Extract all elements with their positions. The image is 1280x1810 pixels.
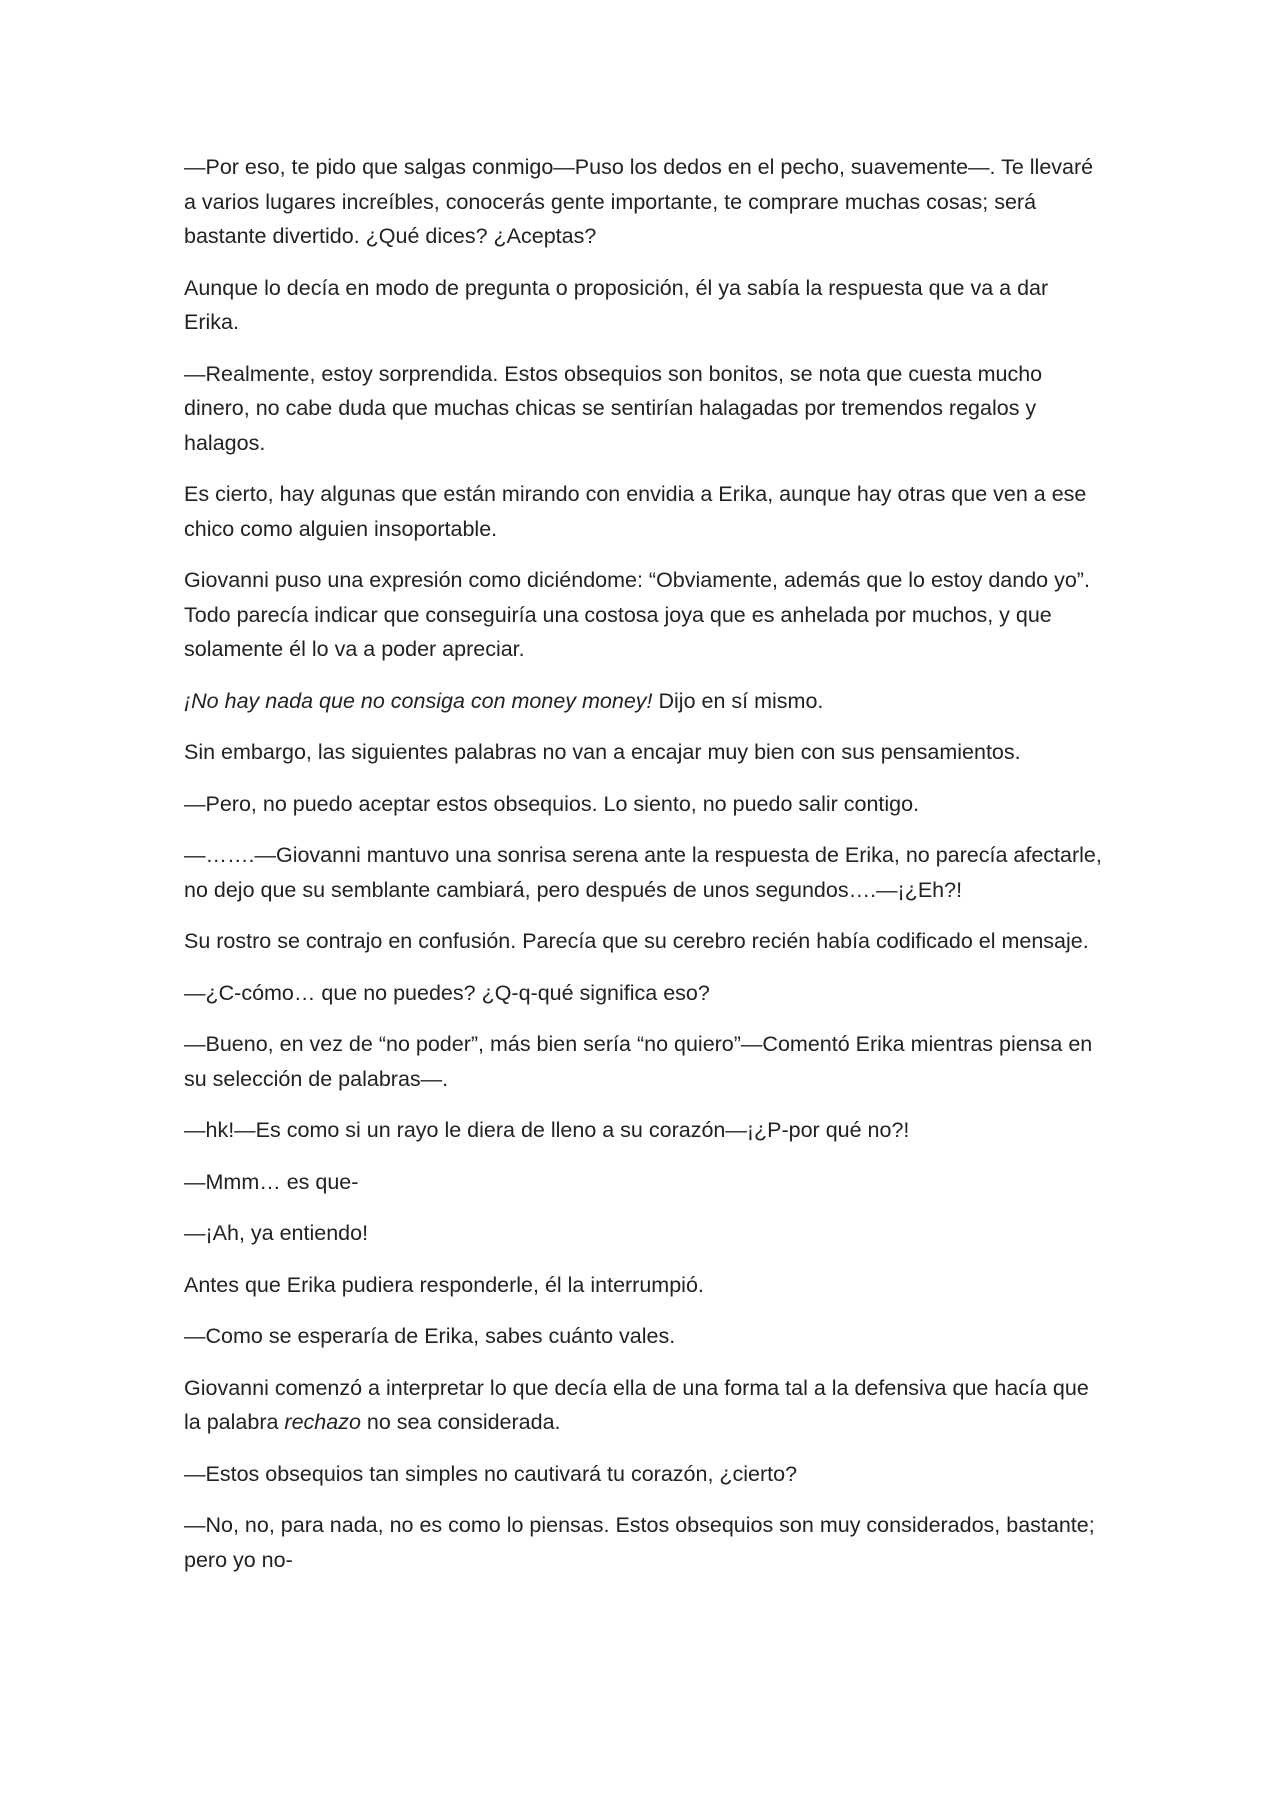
paragraph-17 (184, 1319, 1104, 1354)
paragraph-4 (184, 477, 1104, 546)
paragraph-5 (184, 563, 1104, 667)
paragraph-20-text: —No, no, para nada, no es como lo piensas. Estos obsequios son muy considerados, bastante; pero yo no- (184, 1513, 1095, 1572)
paragraph-12 (184, 1027, 1104, 1096)
paragraph-9 (184, 838, 1104, 907)
paragraph-17-text: —Como se esperaría de Erika, sabes cuánto vales. (184, 1324, 676, 1348)
paragraph-8 (184, 787, 1104, 822)
paragraph-14 (184, 1165, 1104, 1200)
paragraph-5-text: Giovanni puso una expresión como diciéndome: “Obviamente, además que lo estoy dando yo”. Todo parecía indicar que conseguiría una costosa joya que es anhelada por muchos, y que solamente él lo va a poder apreciar. (184, 568, 1090, 661)
paragraph-8-text: —Pero, no puedo aceptar estos obsequios. Lo siento, no puedo salir contigo. (184, 791, 920, 816)
paragraph-16 (184, 1268, 1104, 1303)
paragraph-14-text: —Mmm… es que- (184, 1169, 359, 1194)
paragraph-10 (184, 924, 1104, 959)
paragraph-16-text: Antes que Erika pudiera responderle, él la interrumpió. (184, 1272, 704, 1297)
paragraph-18-italic-word: rechazo (284, 1410, 361, 1434)
paragraph-1-text: —Por eso, te pido que salgas conmigo—Puso los dedos en el pecho, suavemente—. Te llevaré a varios lugares increíbles, conocerás gente importante, te comprare muchas cosas; será bastante divertido. ¿Qué dices? ¿Aceptas? (184, 155, 1094, 248)
paragraph-18 (184, 1371, 1104, 1440)
paragraph-6-text: Dijo en sí mismo. (652, 688, 824, 713)
paragraph-6-italic-thought: ¡No hay nada que no consiga con money money! (184, 688, 653, 713)
paragraph-12-text: —Bueno, en vez de “no poder”, más bien sería “no quiero”—Comentó Erika mientras piensa en su selección de palabras—. (184, 1032, 1093, 1091)
paragraph-4-text: Es cierto, hay algunas que están mirando con envidia a Erika, aunque hay otras que ven a ese chico como alguien insoportable. (184, 482, 1087, 541)
paragraph-19 (184, 1457, 1104, 1492)
paragraph-2-text: Aunque lo decía en modo de pregunta o proposición, él ya sabía la respuesta que va a dar Erika. (184, 275, 1049, 334)
paragraph-15-text: —¡Ah, ya entiendo! (184, 1221, 369, 1245)
paragraph-18-text-b: no sea considerada. (360, 1410, 561, 1434)
paragraph-20 (184, 1508, 1104, 1577)
paragraph-1 (184, 150, 1104, 254)
paragraph-11 (184, 976, 1104, 1011)
paragraph-2 (184, 271, 1104, 340)
paragraph-13-text: —hk!—Es como si un rayo le diera de lleno a su corazón—¡¿P-por qué no?! (184, 1118, 910, 1142)
paragraph-3-text: —Realmente, estoy sorprendida. Estos obsequios son bonitos, se nota que cuesta mucho dinero, no cabe duda que muchas chicas se sentirían halagadas por tremendos regalos y halagos. (184, 361, 1043, 455)
document-body (184, 150, 1104, 1594)
paragraph-13 (184, 1113, 1104, 1148)
paragraph-15 (184, 1216, 1104, 1251)
paragraph-18-text-a: Giovanni comenzó a interpretar lo que decía ella de una forma tal a la defensiva que hacía que la palabra (184, 1375, 1089, 1434)
paragraph-10-text: Su rostro se contrajo en confusión. Parecía que su cerebro recién había codificado el mensaje. (184, 929, 1089, 953)
paragraph-3 (184, 357, 1104, 461)
paragraph-9-text: —…….—Giovanni mantuvo una sonrisa serena ante la respuesta de Erika, no parecía afectarle, no dejo que su semblante cambiará, pero después de unos segundos….—¡¿Eh?! (184, 843, 1102, 902)
paragraph-7 (184, 735, 1104, 770)
paragraph-11-text: —¿C-cómo… que no puedes? ¿Q-q-qué significa eso? (184, 980, 710, 1005)
paragraph-19-text: —Estos obsequios tan simples no cautivará tu corazón, ¿cierto? (184, 1461, 798, 1486)
paragraph-7-text: Sin embargo, las siguientes palabras no van a encajar muy bien con sus pensamientos. (184, 740, 1021, 764)
paragraph-6 (184, 684, 1104, 719)
